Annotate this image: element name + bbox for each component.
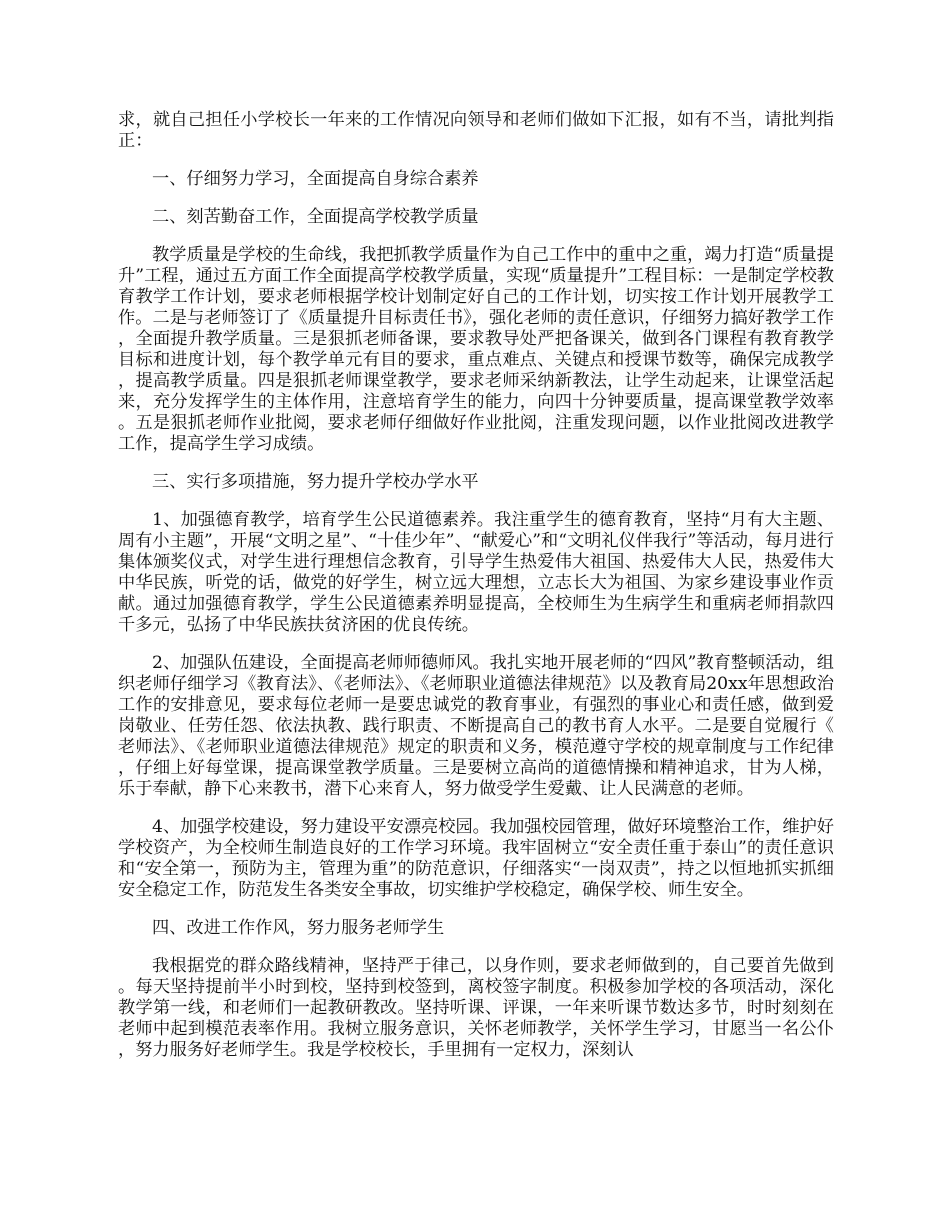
heading-section-4: 四、改进工作作风，努力服务老师学生 <box>152 918 445 938</box>
paragraph-intro: 求，就自己担任小学校长一年来的工作情况向领导和老师们做如下汇报，如有不当，请批判指正： <box>118 110 834 151</box>
document-body <box>118 110 834 1078</box>
paragraph-campus-safety: 4、加强学校建设，努力建设平安漂亮校园。我加强校园管理，做好环境整治工作，维护好学校资产，为全校师生制造良好的工作学习环境。我牢固树立“安全责任重于泰山”的责任意识和“安全第一，预防为主，管理为重”的防范意识，仔细落实“一岗双责”，持之以恒地抓实抓细安全稳定工作，防范发生各类安全事故，切实维护学校稳定，确保学校、师生安全。 <box>118 817 834 900</box>
heading-section-1: 一、仔细努力学习，全面提高自身综合素养 <box>152 169 479 189</box>
paragraph-team-building: 2、加强队伍建设，全面提高老师师德师风。我扎实地开展老师的“四风”教育整顿活动，组织老师仔细学习《教育法》、《老师法》、《老师职业道德法律规范》以及教育局20xx年思想政治工作的安排意见，要求每位老师一是要忠诚党的教育事业，有强烈的事业心和责任感，做到爱岗敬业、任劳任怨、依法执教、践行职责、不断提高自己的教书育人水平。二是要自觉履行《老师法》、《老师职业道德法律规范》规定的职责和义务，模范遵守学校的规章制度与工作纪律，仔细上好每堂课，提高课堂教学质量。三是要树立高尚的道德情操和精神追求，甘为人梯，乐于奉献，静下心来教书，潜下心来育人，努力做受学生爱戴、让人民满意的老师。 <box>118 653 834 799</box>
heading-section-2: 二、刻苦勤奋工作，全面提高学校教学质量 <box>152 207 479 227</box>
paragraph-work-style: 我根据党的群众路线精神，坚持严于律己，以身作则，要求老师做到的，自己要首先做到。每天坚持提前半小时到校，坚持到校签到，离校签字制度。积极参加学校的各项活动，深化教学第一线，和老师们一起教研教改。坚持听课、评课，一年来听课节数达多节，时时刻刻在老师中起到模范表率作用。我树立服务意识，关怀老师教学，关怀学生学习，甘愿当一名公仆，努力服务好老师学生。我是学校校长，手里拥有一定权力，深刻认 <box>118 956 834 1060</box>
heading-section-3: 三、实行多项措施，努力提升学校办学水平 <box>152 472 479 492</box>
paragraph-teaching-quality: 教学质量是学校的生命线，我把抓教学质量作为自己工作中的重中之重，竭力打造“质量提升”工程，通过五方面工作全面提高学校教学质量，实现“质量提升”工程目标：一是制定学校教育教学工作计划，要求老师根据学校计划制定好自己的工作计划，切实按工作计划开展教学工作。二是与老师签订了《质量提升目标责任书》，强化老师的责任意识，仔细努力搞好教学工作，全面提升教学质量。三是狠抓老师备课，要求教导处严把备课关，做到各门课程有教育教学目标和进度计划，每个教学单元有目的要求，重点难点、关键点和授课节数等，确保完成教学，提高教学质量。四是狠抓老师课堂教学，要求老师采纳新教法，让学生动起来，让课堂活起来，充分发挥学生的主体作用，注意培育学生的能力，向四十分钟要质量，提高课堂教学效率。五是狠抓老师作业批阅，要求老师仔细做好作业批阅，注重发现问题，以作业批阅改进教学工作，提高学生学习成绩。 <box>118 245 834 454</box>
paragraph-moral-education: 1、加强德育教学，培育学生公民道德素养。我注重学生的德育教育，坚持“月有大主题、周有小主题”，开展“文明之星”、“十佳少年”、“献爱心”和“文明礼仪伴我行”等活动，每月进行集体颁奖仪式，对学生进行理想信念教育，引导学生热爱伟大祖国、热爱伟大人民，热爱伟大中华民族，听党的话，做党的好学生，树立远大理想，立志长大为祖国、为家乡建设事业作贡献。通过加强德育教学，学生公民道德素养明显提高，全校师生为生病学生和重病老师捐款四千多元，弘扬了中华民族扶贫济困的优良传统。 <box>118 510 834 635</box>
